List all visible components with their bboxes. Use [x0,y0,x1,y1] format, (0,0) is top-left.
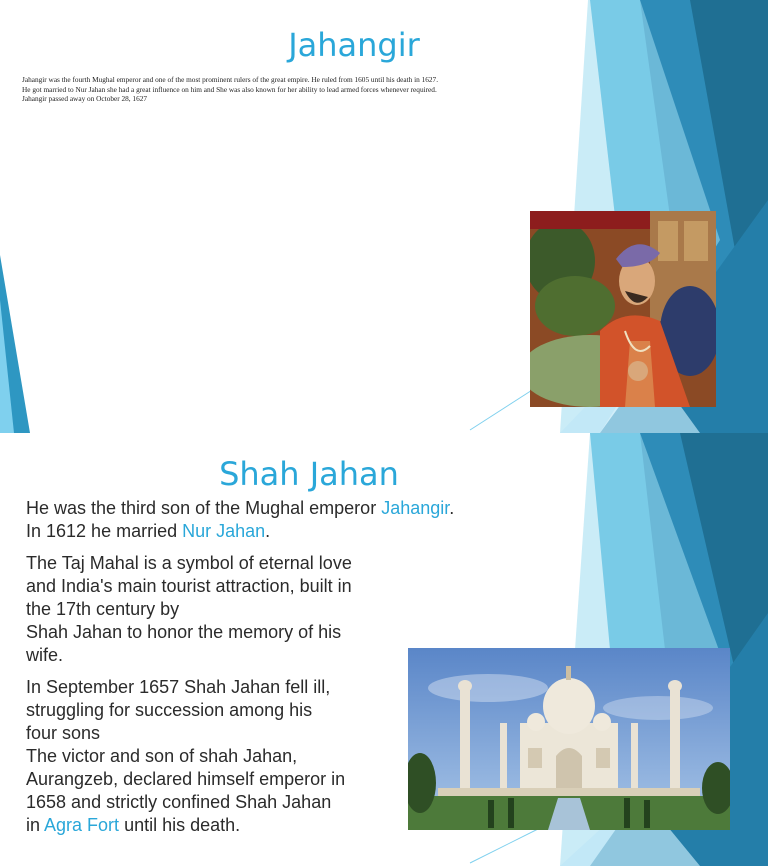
text-line: four sons [26,723,101,743]
text-line: the 17th century by [26,599,180,619]
paragraph-lineage [26,497,496,543]
body-text [22,75,502,104]
text-line [26,497,496,520]
text-line [26,520,496,543]
agra-fort-link[interactable]: Agra Fort [44,815,120,835]
body-line: Jahangir was the fourth Mughal emperor and one of the most prominent rulers of the great empire. He ruled from 1605 until his death in 1627. [22,75,439,84]
text-line: Aurangzeb, declared himself emperor in [26,769,346,789]
page-title: Jahangir [288,26,420,64]
text-segment: . [449,498,455,518]
text-line: Shah Jahan to honor the memory of his [26,622,342,642]
text-line: and India's main tourist attraction, built in [26,576,352,596]
text-line: The Taj Mahal is a symbol of eternal love [26,553,352,573]
text-segment: in [26,815,45,835]
jahangir-link[interactable]: Jahangir [381,498,450,518]
text-line: struggling for succession among his [26,700,313,720]
text-line: The victor and son of shah Jahan, [26,746,298,766]
slide-shah-jahan [0,433,768,866]
text-line: In September 1657 Shah Jahan fell ill, [26,677,331,697]
taj-mahal-image [408,648,730,830]
body-line: He got married to Nur Jahan she had a great influence on him and She was also known for her ability to lead armed forces whenever required. [22,84,437,94]
text-segment: In 1612 he married [26,521,183,541]
jahangir-portrait-image [530,211,716,407]
text-line: 1658 and strictly confined Shah Jahan [26,792,332,812]
text-segment: until his death. [119,815,241,835]
body-line: Jahangir passed away on October 28, 1627 [22,94,148,103]
nur-jahan-link[interactable]: Nur Jahan [182,521,266,541]
text-line: wife. [26,645,64,665]
text-segment: He was the third son of the Mughal emperor [26,498,382,518]
text-segment: . [265,521,271,541]
page-title: Shah Jahan [219,455,399,493]
